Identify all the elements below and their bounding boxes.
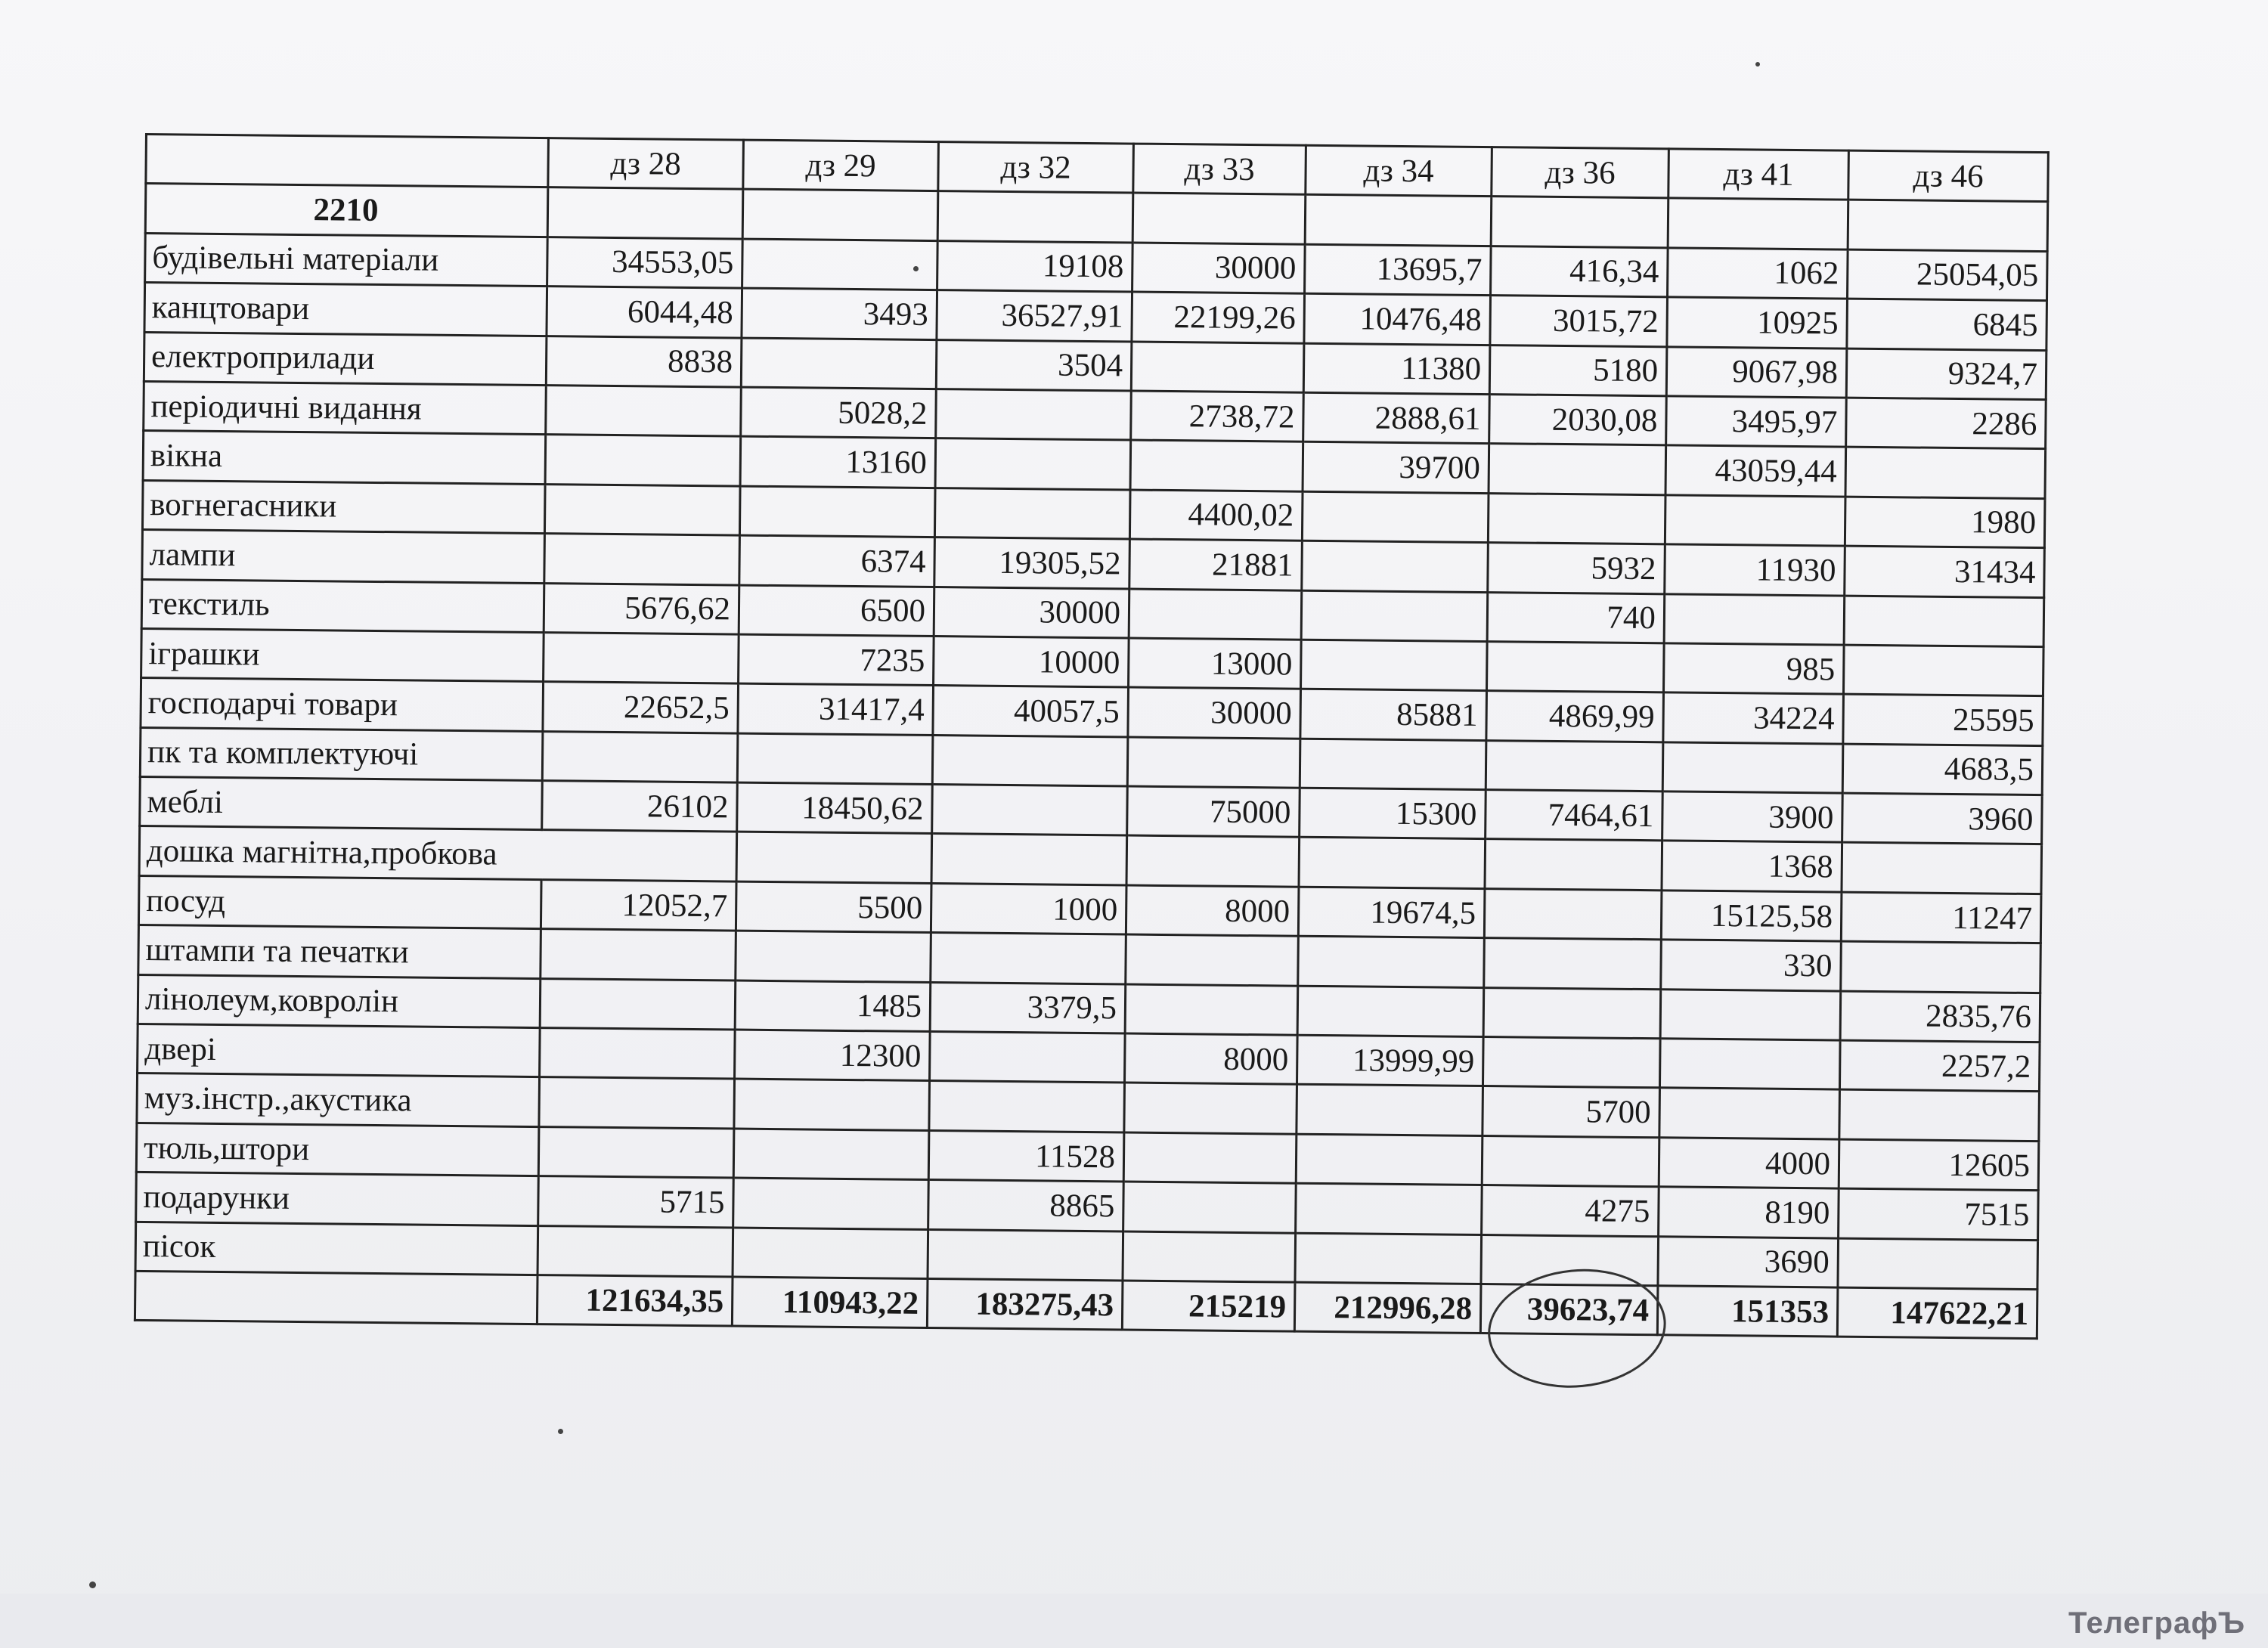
table-cell: 3900 (1662, 791, 1843, 843)
table-cell: 1485 (735, 980, 931, 1032)
table-cell (742, 239, 938, 290)
table-cell: 6845 (1847, 299, 2047, 350)
table-cell (1305, 195, 1492, 246)
column-header: дз 28 (548, 138, 744, 190)
table-cell: 2257,2 (1839, 1040, 2040, 1092)
table-cell: 18450,62 (737, 782, 933, 834)
table-cell (1298, 936, 1485, 987)
table-cell: 8865 (928, 1180, 1124, 1231)
total-cell (1480, 1284, 1658, 1336)
table-cell: 5676,62 (544, 583, 739, 634)
table-cell: 3690 (1658, 1236, 1839, 1287)
total-cell: 183275,43 (927, 1278, 1123, 1330)
expense-table-wrapper (134, 133, 2050, 1340)
table-cell (733, 1228, 928, 1279)
table-cell: 13999,99 (1297, 1035, 1483, 1086)
total-cell: 215219 (1122, 1281, 1295, 1332)
table-cell: 5715 (538, 1176, 734, 1228)
row-label: меблі (140, 777, 543, 830)
table-cell: 9324,7 (1846, 348, 2046, 400)
table-cell: 31417,4 (738, 683, 934, 735)
table-cell (734, 1079, 930, 1130)
table-cell (1491, 197, 1668, 248)
total-cell: 212996,28 (1294, 1282, 1481, 1334)
table-cell (1302, 491, 1489, 543)
table-cell (1844, 596, 2044, 647)
table-cell (1659, 1039, 1840, 1090)
table-cell: 15300 (1300, 788, 1486, 839)
table-cell: 10925 (1667, 297, 1848, 348)
table-cell: 21881 (1129, 539, 1303, 590)
table-cell: 13160 (740, 436, 936, 488)
total-cell: 151353 (1657, 1286, 1838, 1337)
table-cell: 8000 (1124, 1033, 1297, 1085)
table-cell (1295, 1233, 1482, 1284)
table-cell: 25054,05 (1847, 249, 2047, 301)
column-header: дз 32 (938, 142, 1134, 194)
table-cell (928, 1229, 1123, 1281)
table-cell (1129, 589, 1302, 640)
table-cell: 85881 (1300, 689, 1487, 741)
table-cell: 13695,7 (1305, 244, 1492, 296)
table-cell (1296, 1134, 1483, 1185)
row-label: іграшки (141, 628, 544, 681)
row-label: текстиль (141, 579, 544, 632)
table-cell (540, 1028, 736, 1080)
table-cell: 7464,61 (1486, 790, 1663, 841)
table-cell: 3504 (936, 339, 1132, 391)
table-cell: 3493 (742, 288, 937, 339)
table-cell (544, 632, 739, 683)
table-cell: 15125,58 (1661, 891, 1842, 942)
table-cell: 2030,08 (1489, 395, 1667, 446)
table-cell: 11247 (1841, 892, 2041, 943)
table-cell (1486, 740, 1663, 791)
table-cell (544, 534, 740, 585)
table-cell: 4000 (1659, 1138, 1839, 1189)
table-cell (1662, 742, 1843, 793)
corner-cell (146, 135, 549, 187)
table-cell (1482, 1135, 1659, 1187)
table-cell: 2888,61 (1303, 392, 1490, 444)
table-cell: 5500 (736, 881, 931, 933)
table-cell: 740 (1487, 592, 1665, 643)
table-cell (545, 435, 741, 486)
table-cell: 43059,44 (1665, 445, 1846, 497)
row-label: пісок (135, 1222, 538, 1275)
table-cell (1486, 641, 1664, 692)
table-cell (733, 1129, 929, 1180)
table-cell (1664, 593, 1845, 645)
scan-bottom-band (0, 1594, 2268, 1648)
totals-label-cell (135, 1271, 538, 1324)
table-cell (1123, 1132, 1297, 1184)
column-header: дз 46 (1848, 150, 2049, 202)
table-cell (1841, 941, 2041, 993)
table-cell (1130, 440, 1303, 491)
table-cell (538, 1126, 734, 1178)
table-cell (1483, 987, 1661, 1039)
table-cell (739, 486, 935, 537)
table-cell: 7515 (1839, 1188, 2039, 1240)
table-cell (544, 484, 740, 535)
table-cell: 34553,05 (547, 237, 743, 288)
table-cell: 5932 (1488, 543, 1665, 594)
table-cell (733, 1178, 929, 1229)
row-label: вогнегасники (142, 480, 545, 533)
table-cell: 22652,5 (543, 682, 739, 733)
table-cell (741, 338, 937, 389)
table-cell: 34224 (1663, 692, 1844, 744)
row-label: вікна (143, 431, 546, 484)
table-cell: 11380 (1303, 343, 1490, 395)
watermark-logo: ТелеграфЪ (2068, 1606, 2245, 1640)
table-cell: 3495,97 (1666, 396, 1847, 448)
table-cell (1484, 938, 1662, 990)
table-cell (541, 830, 737, 881)
table-cell (1301, 590, 1488, 642)
column-header: дз 41 (1668, 149, 1849, 200)
table-cell (1123, 1231, 1296, 1283)
table-cell: 30000 (934, 587, 1129, 638)
table-cell (1838, 1238, 2038, 1290)
table-cell (1665, 495, 1845, 547)
table-cell (542, 731, 738, 782)
table-cell: 4683,5 (1842, 744, 2043, 795)
table-cell (937, 191, 1133, 243)
row-label: лінолеум,ковролін (138, 974, 541, 1027)
table-cell (1126, 835, 1300, 887)
table-cell (1132, 193, 1306, 244)
table-cell: 1000 (931, 883, 1126, 934)
table-cell: 22199,26 (1132, 292, 1305, 343)
table-cell: 30000 (1128, 687, 1301, 739)
table-cell: 25595 (1843, 694, 2043, 745)
table-cell (1123, 1182, 1297, 1233)
table-cell (1297, 1085, 1483, 1136)
column-header: дз 29 (743, 140, 939, 191)
table-cell (1296, 1183, 1483, 1234)
table-cell (1481, 1234, 1659, 1286)
table-cell (930, 1032, 1126, 1083)
column-header: дз 36 (1492, 147, 1669, 199)
table-cell: 19674,5 (1298, 887, 1485, 938)
table-cell (538, 1225, 733, 1277)
table-cell: 39700 (1303, 442, 1489, 494)
table-cell (1659, 1088, 1840, 1139)
table-cell (1668, 198, 1848, 249)
total-cell: 110943,22 (732, 1277, 928, 1328)
table-cell: 40057,5 (933, 686, 1129, 737)
table-cell (934, 488, 1130, 539)
table-cell (541, 929, 736, 980)
table-cell (1126, 934, 1299, 986)
table-cell (736, 832, 932, 884)
ink-speck (558, 1429, 563, 1434)
table-cell (931, 834, 1127, 885)
ink-speck (89, 1581, 96, 1588)
column-header: дз 34 (1306, 145, 1492, 197)
row-label: господарчі товари (141, 678, 544, 731)
table-cell: 6374 (739, 535, 935, 587)
table-cell (936, 389, 1132, 441)
table-cell: 12605 (1839, 1139, 2039, 1191)
circled-total-value: 39623,74 (1526, 1291, 1650, 1328)
table-cell: 3015,72 (1490, 296, 1668, 347)
row-label: канцтовари (144, 283, 547, 336)
table-cell: 8838 (546, 336, 742, 387)
table-cell (1483, 1037, 1660, 1089)
table-cell: 9067,98 (1666, 346, 1847, 398)
table-cell (737, 733, 933, 785)
row-label: дошка магнітна,пробкова (139, 826, 542, 879)
table-cell (1297, 986, 1484, 1037)
table-cell (929, 1081, 1125, 1132)
total-cell: 147622,21 (1837, 1287, 2037, 1339)
table-cell (1489, 444, 1666, 495)
table-cell (1127, 737, 1300, 788)
table-cell (1845, 447, 2046, 498)
table-cell: 31434 (1845, 546, 2045, 597)
table-cell (736, 931, 931, 982)
table-cell: 13000 (1129, 638, 1302, 689)
table-cell (539, 1077, 735, 1129)
row-label: періодичні видання (144, 381, 547, 434)
row-label: посуд (138, 875, 541, 928)
table-cell: 5028,2 (741, 387, 937, 438)
section-code: 2210 (145, 184, 548, 237)
table-cell (546, 386, 742, 437)
table-cell (1300, 739, 1486, 790)
table-cell (1488, 493, 1665, 544)
table-cell: 26102 (542, 781, 738, 832)
table-cell: 2738,72 (1131, 391, 1304, 442)
table-cell (742, 189, 938, 240)
table-cell: 36527,91 (937, 290, 1132, 342)
table-cell: 6044,48 (547, 287, 742, 338)
column-header: дз 33 (1133, 144, 1306, 195)
row-label: електроприлади (144, 332, 547, 385)
table-cell (540, 978, 736, 1030)
table-cell: 330 (1661, 940, 1842, 991)
table-cell: 10476,48 (1304, 293, 1491, 345)
table-cell: 1980 (1845, 497, 2045, 548)
row-label: подарунки (136, 1172, 539, 1225)
table-cell: 985 (1663, 643, 1844, 695)
table-cell: 1062 (1668, 248, 1848, 299)
table-cell: 5700 (1483, 1086, 1660, 1138)
row-label: тюль,штори (136, 1123, 539, 1176)
table-cell (1301, 640, 1488, 691)
table-cell: 7235 (739, 634, 934, 686)
table-cell: 30000 (1132, 243, 1306, 294)
table-cell (1848, 200, 2048, 252)
table-cell: 8000 (1126, 885, 1299, 937)
table-cell (547, 187, 743, 239)
table-cell (1485, 839, 1662, 891)
table-cell: 2286 (1846, 398, 2046, 449)
table-cell (932, 735, 1128, 786)
table-cell (1839, 1089, 2040, 1141)
table-cell: 4275 (1482, 1185, 1659, 1237)
table-cell (1299, 838, 1486, 889)
table-cell: 5180 (1489, 345, 1667, 396)
expense-table (134, 133, 2050, 1340)
row-label: будівельні матеріали (145, 233, 548, 286)
row-label: штампи та печатки (138, 925, 541, 978)
ink-speck (1755, 62, 1760, 67)
row-label: муз.інстр.,акустика (137, 1073, 540, 1126)
table-cell: 8190 (1659, 1187, 1839, 1238)
table-cell (1842, 843, 2042, 894)
table-cell (1302, 541, 1489, 592)
table-cell (935, 438, 1131, 490)
table-cell: 10000 (934, 636, 1129, 687)
table-cell: 2835,76 (1840, 991, 2040, 1042)
table-cell: 11528 (928, 1130, 1124, 1182)
table-cell: 4400,02 (1129, 490, 1303, 541)
table-cell: 12052,7 (541, 879, 736, 931)
total-cell: 121634,35 (537, 1275, 733, 1327)
table-cell (932, 785, 1128, 836)
table-cell: 6500 (739, 585, 934, 637)
table-cell: 12300 (735, 1030, 931, 1081)
table-cell (1125, 984, 1298, 1036)
row-label: двері (138, 1024, 541, 1076)
table-cell (1484, 888, 1662, 940)
table-cell: 19108 (937, 240, 1133, 292)
table-cell: 11930 (1665, 544, 1845, 596)
table-cell: 1368 (1662, 841, 1842, 892)
table-cell (1843, 645, 2043, 696)
row-label: лампи (142, 530, 545, 583)
table-cell (1131, 342, 1304, 393)
table-cell: 416,34 (1491, 246, 1668, 297)
table-cell (1660, 989, 1841, 1040)
table-cell: 19305,52 (934, 537, 1130, 589)
table-cell: 3960 (1842, 793, 2043, 844)
table-cell: 75000 (1127, 786, 1300, 838)
table-cell: 4869,99 (1486, 691, 1664, 742)
row-label: пк та комплектуючі (140, 727, 543, 780)
table-cell (1124, 1083, 1297, 1134)
table-cell (931, 933, 1126, 984)
table-cell: 3379,5 (930, 982, 1126, 1033)
